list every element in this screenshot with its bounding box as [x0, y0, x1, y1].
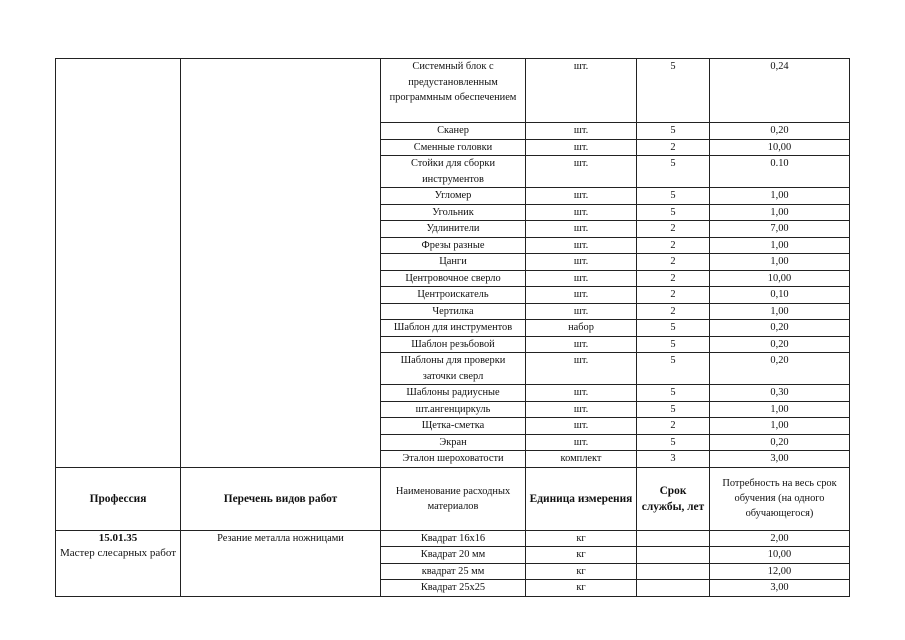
material-name: Квадрат 20 мм — [381, 547, 526, 564]
item-unit: шт. — [526, 336, 637, 353]
item-unit: шт. — [526, 123, 637, 140]
item-need: 1,00 — [710, 188, 850, 205]
item-unit: шт. — [526, 353, 637, 385]
material-term — [637, 530, 710, 547]
material-name: квадрат 25 мм — [381, 563, 526, 580]
material-name: Квадрат 16х16 — [381, 530, 526, 547]
item-name: Угломер — [381, 188, 526, 205]
item-term: 2 — [637, 287, 710, 304]
item-need: 1,00 — [710, 237, 850, 254]
item-unit: шт. — [526, 385, 637, 402]
header-materials: Наименование расходных материалов — [381, 467, 526, 530]
material-name: Квадрат 25х25 — [381, 580, 526, 597]
item-term: 5 — [637, 204, 710, 221]
item-term: 5 — [637, 123, 710, 140]
item-name: Системный блок с предустановленным программным обеспечением — [381, 59, 526, 123]
item-term: 5 — [637, 434, 710, 451]
item-unit: шт. — [526, 156, 637, 188]
item-name: Шаблоны радиусные — [381, 385, 526, 402]
item-unit: шт. — [526, 434, 637, 451]
item-unit: шт. — [526, 287, 637, 304]
header-works: Перечень видов работ — [181, 467, 381, 530]
material-term — [637, 547, 710, 564]
item-unit: шт. — [526, 254, 637, 271]
profession-cell-empty — [56, 59, 181, 468]
item-name: Щетка-сметка — [381, 418, 526, 435]
material-term — [637, 580, 710, 597]
item-need: 0.10 — [710, 156, 850, 188]
item-name: Шаблон для инструментов — [381, 320, 526, 337]
item-name: шт.ангенциркуль — [381, 401, 526, 418]
item-name: Шаблон резьбовой — [381, 336, 526, 353]
header-term: Срок службы, лет — [637, 467, 710, 530]
header-unit: Единица измерения — [526, 467, 637, 530]
item-need: 1,00 — [710, 204, 850, 221]
item-need: 10,00 — [710, 139, 850, 156]
item-unit: шт. — [526, 303, 637, 320]
item-need: 3,00 — [710, 451, 850, 468]
item-name: Цанги — [381, 254, 526, 271]
item-need: 0,20 — [710, 434, 850, 451]
item-term: 5 — [637, 188, 710, 205]
item-need: 1,00 — [710, 418, 850, 435]
item-unit: шт. — [526, 401, 637, 418]
item-name: Центроискатель — [381, 287, 526, 304]
item-name: Центровочное сверло — [381, 270, 526, 287]
item-unit: шт. — [526, 270, 637, 287]
item-name: Чертилка — [381, 303, 526, 320]
works-cell-empty — [181, 59, 381, 468]
item-name: Стойки для сборки инструментов — [381, 156, 526, 188]
item-need: 1,00 — [710, 254, 850, 271]
item-term: 2 — [637, 303, 710, 320]
material-need: 3,00 — [710, 580, 850, 597]
material-term — [637, 563, 710, 580]
material-need: 2,00 — [710, 530, 850, 547]
item-unit: шт. — [526, 59, 637, 123]
item-term: 2 — [637, 254, 710, 271]
table-row — [56, 530, 850, 547]
material-unit: кг — [526, 563, 637, 580]
item-name: Удлинители — [381, 221, 526, 238]
item-term: 5 — [637, 156, 710, 188]
item-need: 7,00 — [710, 221, 850, 238]
item-term: 3 — [637, 451, 710, 468]
profession-cell — [56, 530, 181, 596]
material-need: 10,00 — [710, 547, 850, 564]
item-term: 5 — [637, 59, 710, 123]
item-name: Шаблоны для проверки заточки сверл — [381, 353, 526, 385]
material-need: 12,00 — [710, 563, 850, 580]
item-unit: шт. — [526, 188, 637, 205]
item-unit: набор — [526, 320, 637, 337]
item-term: 5 — [637, 353, 710, 385]
item-term: 2 — [637, 418, 710, 435]
item-unit: комплект — [526, 451, 637, 468]
header-need: Потребность на весь срок обучения (на одного обучающегося) — [710, 467, 850, 530]
item-term: 5 — [637, 401, 710, 418]
item-name: Эталон шероховатости — [381, 451, 526, 468]
table-row — [56, 59, 850, 123]
item-need: 0,24 — [710, 59, 850, 123]
equipment-rows — [56, 59, 850, 597]
item-term: 2 — [637, 221, 710, 238]
item-need: 0,20 — [710, 336, 850, 353]
item-need: 10,00 — [710, 270, 850, 287]
item-need: 0,20 — [710, 353, 850, 385]
item-name: Угольник — [381, 204, 526, 221]
item-need: 1,00 — [710, 303, 850, 320]
item-need: 0,20 — [710, 320, 850, 337]
item-need: 0,20 — [710, 123, 850, 140]
work-type: Резание металла ножницами — [181, 530, 381, 596]
item-unit: шт. — [526, 237, 637, 254]
item-term: 2 — [637, 237, 710, 254]
item-term: 2 — [637, 270, 710, 287]
item-term: 5 — [637, 336, 710, 353]
material-unit: кг — [526, 547, 637, 564]
profession-code: 15.01.35 — [98, 531, 138, 544]
item-unit: шт. — [526, 221, 637, 238]
item-name: Сменные головки — [381, 139, 526, 156]
item-unit: шт. — [526, 139, 637, 156]
item-need: 0,10 — [710, 287, 850, 304]
item-name: Сканер — [381, 123, 526, 140]
item-unit: шт. — [526, 418, 637, 435]
material-unit: кг — [526, 530, 637, 547]
item-need: 1,00 — [710, 401, 850, 418]
item-unit: шт. — [526, 204, 637, 221]
header-row — [56, 467, 850, 530]
profession-name: Мастер слесарных работ — [59, 547, 177, 559]
equipment-table — [55, 58, 850, 597]
item-need: 0,30 — [710, 385, 850, 402]
header-profession: Профессия — [56, 467, 181, 530]
material-unit: кг — [526, 580, 637, 597]
item-name: Фрезы разные — [381, 237, 526, 254]
item-term: 5 — [637, 320, 710, 337]
item-name: Экран — [381, 434, 526, 451]
item-term: 5 — [637, 385, 710, 402]
item-term: 2 — [637, 139, 710, 156]
